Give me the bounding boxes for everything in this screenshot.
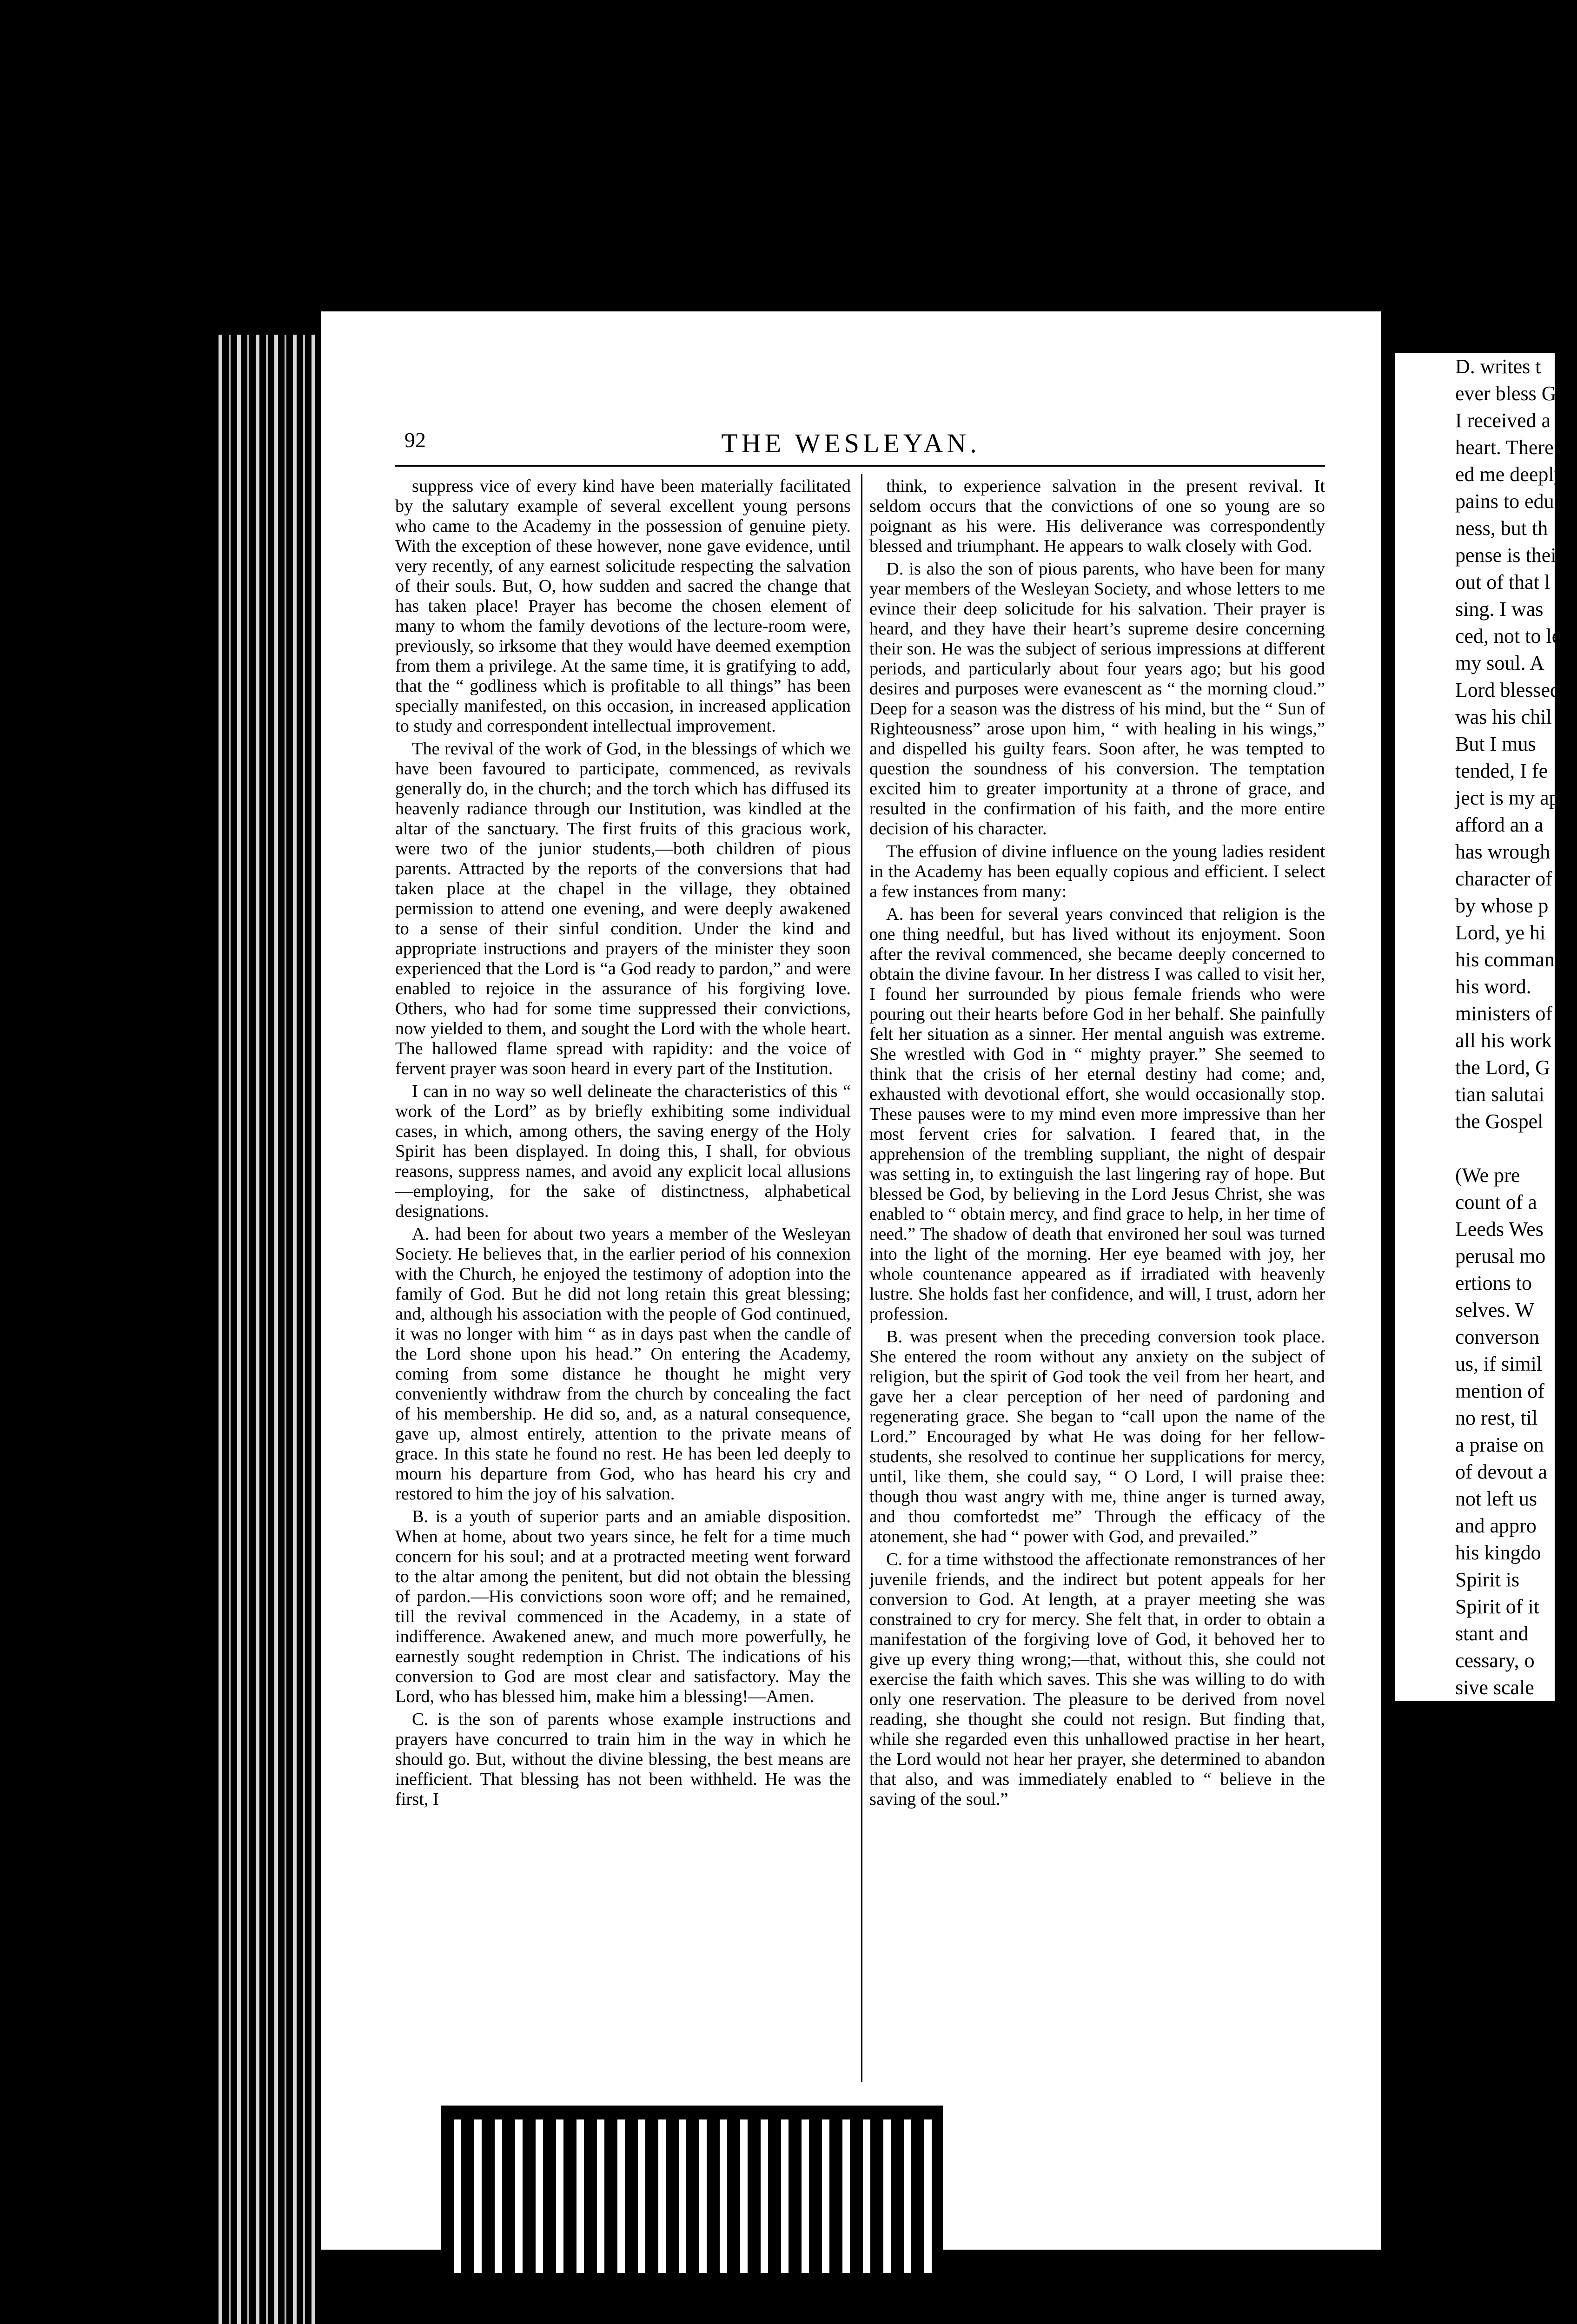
facing-page-line: our faith [1455, 1703, 1525, 1726]
facing-page-line: dinary ch [1455, 1838, 1532, 1861]
facing-page-line: ficiency [1455, 2053, 1521, 2076]
facing-page-line: a praise on [1455, 1433, 1544, 1456]
facing-page-line: our ener [1455, 1730, 1523, 1753]
facing-page-line: friend,— [1455, 1892, 1530, 1915]
facing-page-line: afford an a [1455, 813, 1544, 836]
facing-page-line: Ed. Wes [1455, 1784, 1523, 1807]
facing-page-line: ject is my ap [1455, 786, 1559, 809]
facing-page-line: cessary, o [1455, 1649, 1535, 1672]
facing-page-line: heart. There [1455, 436, 1554, 459]
left-paragraph: B. is a youth of superior parts and an amiable disposition. When at home, about two years since, he felt for a time much concern for his soul; and at a protracted meeting went forward to the altar among the penitent, but did not obtain the blessing of pardon.—His convictions soon wore off; and he remained, till the revival commenced in the Academy, in a state of indifference. Awakened anew, and much more powerfully, he earnestly sought redemption in Christ. The indications of his conversion to God are most clear and satisfactory. May the Lord, who has blessed him, make him a blessing!—Amen. [395, 1507, 851, 1706]
facing-page-line: ble num [1455, 2161, 1522, 2184]
facing-page-line: Spirit is [1455, 1568, 1520, 1591]
facing-page-line: Lord blessed [1455, 679, 1561, 701]
page-header [321, 428, 1381, 460]
facing-page-line: tended, I fe [1455, 759, 1548, 782]
facing-page-line: was his chil [1455, 706, 1552, 728]
right-column [869, 476, 1325, 1809]
facing-page-fragment [1395, 353, 1577, 2292]
facing-page-line: stant and [1455, 1622, 1529, 1645]
right-paragraph: A. has been for several years convinced that religion is the one thing needful, but has lived without its enjoyment. Soon after the revival commenced, she became deeply concerned to obtain the divine favour. In her distress I was called to visit her, I found her surrounded by pious female friends who were pouring out their hearts before God in her behalf. She painfully felt her situation as a sinner. Her mental anguish was extreme. She wrestled with God in “ mighty prayer.” She seemed to think that the crisis of her eternal destiny had come; and, exhausted with devotional effort, she would occasionally stop. These pauses were to my mind even more impressive than her most fervent cries for salvation. I feared that, in the apprehension of the trembling suppliant, the night of despair was setting in, to extinguish the last lingering ray of hope. But blessed be God, by believing in the Lord Jesus Christ, she was enabled to “ obtain mercy, and find grace to help, in her time of need.” The shadow of death that environed her soul was turned into the light of the morning. Her eye beamed with joy, her whole countenance appeared as if irradiated with heavenly lustre. She holds fast her confidence, and will, I trust, adorn her profession. [869, 905, 1325, 1324]
facing-page-line: mention of [1455, 1380, 1544, 1402]
facing-page-line: his comman [1455, 948, 1555, 971]
facing-page-line: (We pre [1455, 1164, 1520, 1187]
facing-page-line: has wrough [1455, 840, 1550, 863]
facing-page-line: Leeds [1455, 1811, 1504, 1834]
facing-page-line: appeared [1455, 1946, 1529, 1968]
running-title: THE WESLEYAN. [721, 428, 981, 458]
book-binding [219, 335, 321, 2324]
facing-page-line: ced, not to le [1455, 625, 1561, 647]
left-paragraph: The revival of the work of God, in the blessings of which we have been favoured to participate, commenced, as revivals generally do, in the church; and the torch which has diffused its heavenly radiance through our Institution, was kindled at the altar of the sanctuary. The first fruits of this gracious work, were two of the junior students,—both children of pious parents. Attracted by the reports of the conversions that had taken place at the chapel in the village, they obtained permission to attend one evening, and were deeply awakened to a sense of their sinful condition. Under the kind and appropriate instructions and prayers of the minister they soon experienced that the Lord is “a God ready to pardon,” and were enabled to rejoice in the assurance of his forgiving love. Others, who had for some time suppressed their convictions, now yielded to them, and sought the Lord with the whole heart. The hallowed flame spread with rapidity: and the voice of fervent prayer was soon heard in every part of the Institution. [395, 739, 851, 1078]
facing-page-line: the Gospel [1455, 1110, 1544, 1133]
facing-page-line: of God' [1455, 1757, 1517, 1780]
facing-page-line: by whose p [1455, 894, 1549, 917]
facing-page-line: ministers of [1455, 1002, 1552, 1025]
facing-page-line: within a [1455, 2134, 1522, 2157]
facing-page-line: his word. [1455, 975, 1531, 998]
facing-page-line: “ Prev [1455, 1919, 1507, 1941]
column-divider [861, 474, 862, 2082]
right-paragraph: The effusion of divine influence on the young ladies resident in the Academy has been equally copious and efficient. I select a few instances from many: [869, 842, 1325, 901]
facing-page-line: tian salutai [1455, 1083, 1544, 1106]
facing-page-line: two circ [1455, 2107, 1522, 2130]
facing-page-line: Spirit of it [1455, 1595, 1539, 1618]
facing-page-line: But I mus [1455, 733, 1536, 755]
facing-page-line: te of wh [1455, 2080, 1523, 2103]
right-paragraph: C. for a time withstood the affectionate remonstrances of her juvenile friends, and the indirect but potent appeals for her conversion to God. At length, at a prayer meeting she was constrained to cry for mercy. She felt that, in order to obtain a manifestation of the forgiving love of God, it behoved her to give up every thing wrong;—that, without this, she could not exercise the faith which saves. This she was willing to do with only one reservation. The pleasure to be derived from novel reading, she thought she could not resign. But finding that, while she regarded even this unhallowed practise in her heart, the Lord would not hear her prayer, she determined to abandon that also, and was immediately enabled to “ believe in the saving of the soul.” [869, 1550, 1325, 1809]
facing-page-line: Leeds Wes [1455, 1218, 1544, 1241]
facing-page-line: all his work [1455, 1029, 1552, 1052]
facing-page-line: of devout a [1455, 1460, 1547, 1483]
facing-page-line: and appro [1455, 1514, 1537, 1537]
facing-page-line [1395, 1135, 1555, 1162]
left-paragraph: suppress vice of every kind have been materially facilitated by the salutary example of several excellent young persons who came to the Academy in the possession of genuine piety. With the exception of these however, none gave evidence, until very recently, of any earnest solicitude respecting the salvation of their souls. But, O, how sudden and sacred the change that has taken place! Prayer has become the chosen element of many to whom the family devotions of the lecture-room were, previously, so irksome that they would have deemed exemption from them a privilege. At the same time, it is gratifying to add, that the “ godliness which is profitable to all things” has been specially manifested, on this occasion, in increased application to study and correspondent intellectual improvement. [395, 476, 851, 736]
right-paragraph: D. is also the son of pious parents, who have been for many year members of the Wesleyan Society, and whose letters to me evince their deep solicitude for his salvation. Their prayer is heard, and they have their heart’s supreme desire concerning their son. He was the subject of serious impressions at different periods, and particularly about four years ago; but his good desires and purposes were evanescent as “ the morning cloud.” Deep for a season was the distress of his mind, but the “ Sun of Righteousness” arose upon him, “ with healing in his wings,” and dispelled his guilty fears. Soon after, he was tempted to question the soundness of his conversion. The temptation excited him to greater importunity at a throne of grace, and resulted in the confirmation of his faith, and the more entire decision of his character. [869, 559, 1325, 838]
facing-page-line: reasons, [1455, 2215, 1522, 2238]
facing-page-line: cession o [1455, 2000, 1531, 2022]
facing-page-line: not left us [1455, 1487, 1537, 1510]
left-paragraph: C. is the son of parents whose example instructions and prayers have concurred to train him in the way in which he should go. But, without the divine blessing, the best means are inefficient. That blessing has not been withheld. He was the first, I [395, 1710, 851, 1809]
left-column [395, 476, 851, 1809]
facing-page-line: give the [1455, 1865, 1521, 1888]
facing-page-line: converson [1455, 1326, 1539, 1348]
facing-page-line: the Lord, G [1455, 1056, 1550, 1079]
facing-page-line: out of that l [1455, 571, 1550, 594]
facing-page-line: circuit v [1455, 2269, 1523, 2292]
left-paragraph: A. had been for about two years a member of the Wesleyan Society. He believes that, in the earlier period of his connexion with the Church, he enjoyed the testimony of adoption into the family of God. But he did not long retain this great blessing; and, although his association with the people of God continued, it was no longer with him “ as in days past when the candle of the Lord shone upon his head.” On entering the Academy, coming from some distance he thought he might very conveniently withdraw from the church by concealing the fact of his membership. He did so, and, as a natural consequence, gave up, almost entirely, attention to the private means of grace. In this state he found no rest. He has been led deeply to mourn his departure from God, who has heard his cry and restored to him the joy of his salvation. [395, 1224, 851, 1504]
page-clip-shadow [441, 2106, 943, 2273]
facing-page-line: ed me deeply. [1455, 463, 1568, 486]
facing-page-line: sons ren [1455, 2188, 1523, 2211]
facing-page-line: point of [1455, 1973, 1520, 1995]
facing-page-line: pains to educ [1455, 490, 1564, 513]
facing-page-line: D. writes t [1455, 355, 1541, 378]
page [321, 311, 1381, 2250]
facing-page-line: I received a l [1455, 409, 1562, 432]
left-paragraph: I can in no way so well delineate the characteristics of this “ work of the Lord” as by briefly exhibiting some individual cases, in which, among others, the saving energy of the Holy Spirit has been displayed. In doing this, I shall, for obvious reasons, suppress names, and avoid any explicit local allusions—employing, for the sake of distinctness, alphabetical designations. [395, 1082, 851, 1221]
facing-page-line: us, if simil [1455, 1353, 1543, 1375]
facing-page-line: sing. I was [1455, 598, 1544, 621]
facing-page-line: the qua [1455, 2242, 1515, 2265]
facing-page-line: count of a [1455, 1191, 1537, 1214]
facing-page-line: his kingdo [1455, 1541, 1541, 1564]
facing-page-line: selves. W [1455, 1299, 1535, 1321]
facing-page-line: Lord, ye hi [1455, 921, 1546, 944]
facing-page-line: sive scale [1455, 1676, 1534, 1699]
facing-page-line: ness, but th [1455, 517, 1548, 540]
facing-page-line: there we [1455, 2027, 1525, 2049]
header-rule [395, 465, 1325, 467]
page-number: 92 [404, 428, 426, 452]
facing-page-line: no rest, til [1455, 1406, 1538, 1429]
facing-page-line: ever bless God [1455, 382, 1577, 405]
facing-page-line: ertions to [1455, 1272, 1532, 1294]
facing-page-line: perusal mo [1455, 1245, 1546, 1268]
facing-page-line: character of [1455, 867, 1552, 890]
right-paragraph: B. was present when the preceding conversion took place. She entered the room without any anxiety on the subject of religion, but the spirit of God took the veil from her heart, and gave her a clear perception of her need of pardoning and regenerating grace. She began to “call upon the name of the Lord.” Encouraged by what He was doing for her fellow-students, she resolved to continue her supplications for mercy, until, like them, she could say, “ O Lord, I will praise thee: though thou wast angry with me, thine anger is turned away, and thou comfortedst me” Through the efficacy of the atonement, she had “ power with God, and prevailed.” [869, 1327, 1325, 1546]
facing-page-line: my soul. A [1455, 652, 1544, 674]
right-paragraph: think, to experience salvation in the present revival. It seldom occurs that the convictions of one so young are so poignant as his were. His deliverance was correspondently blessed and triumphant. He appears to walk closely with God. [869, 476, 1325, 556]
facing-page-line: pense is their [1455, 544, 1564, 567]
